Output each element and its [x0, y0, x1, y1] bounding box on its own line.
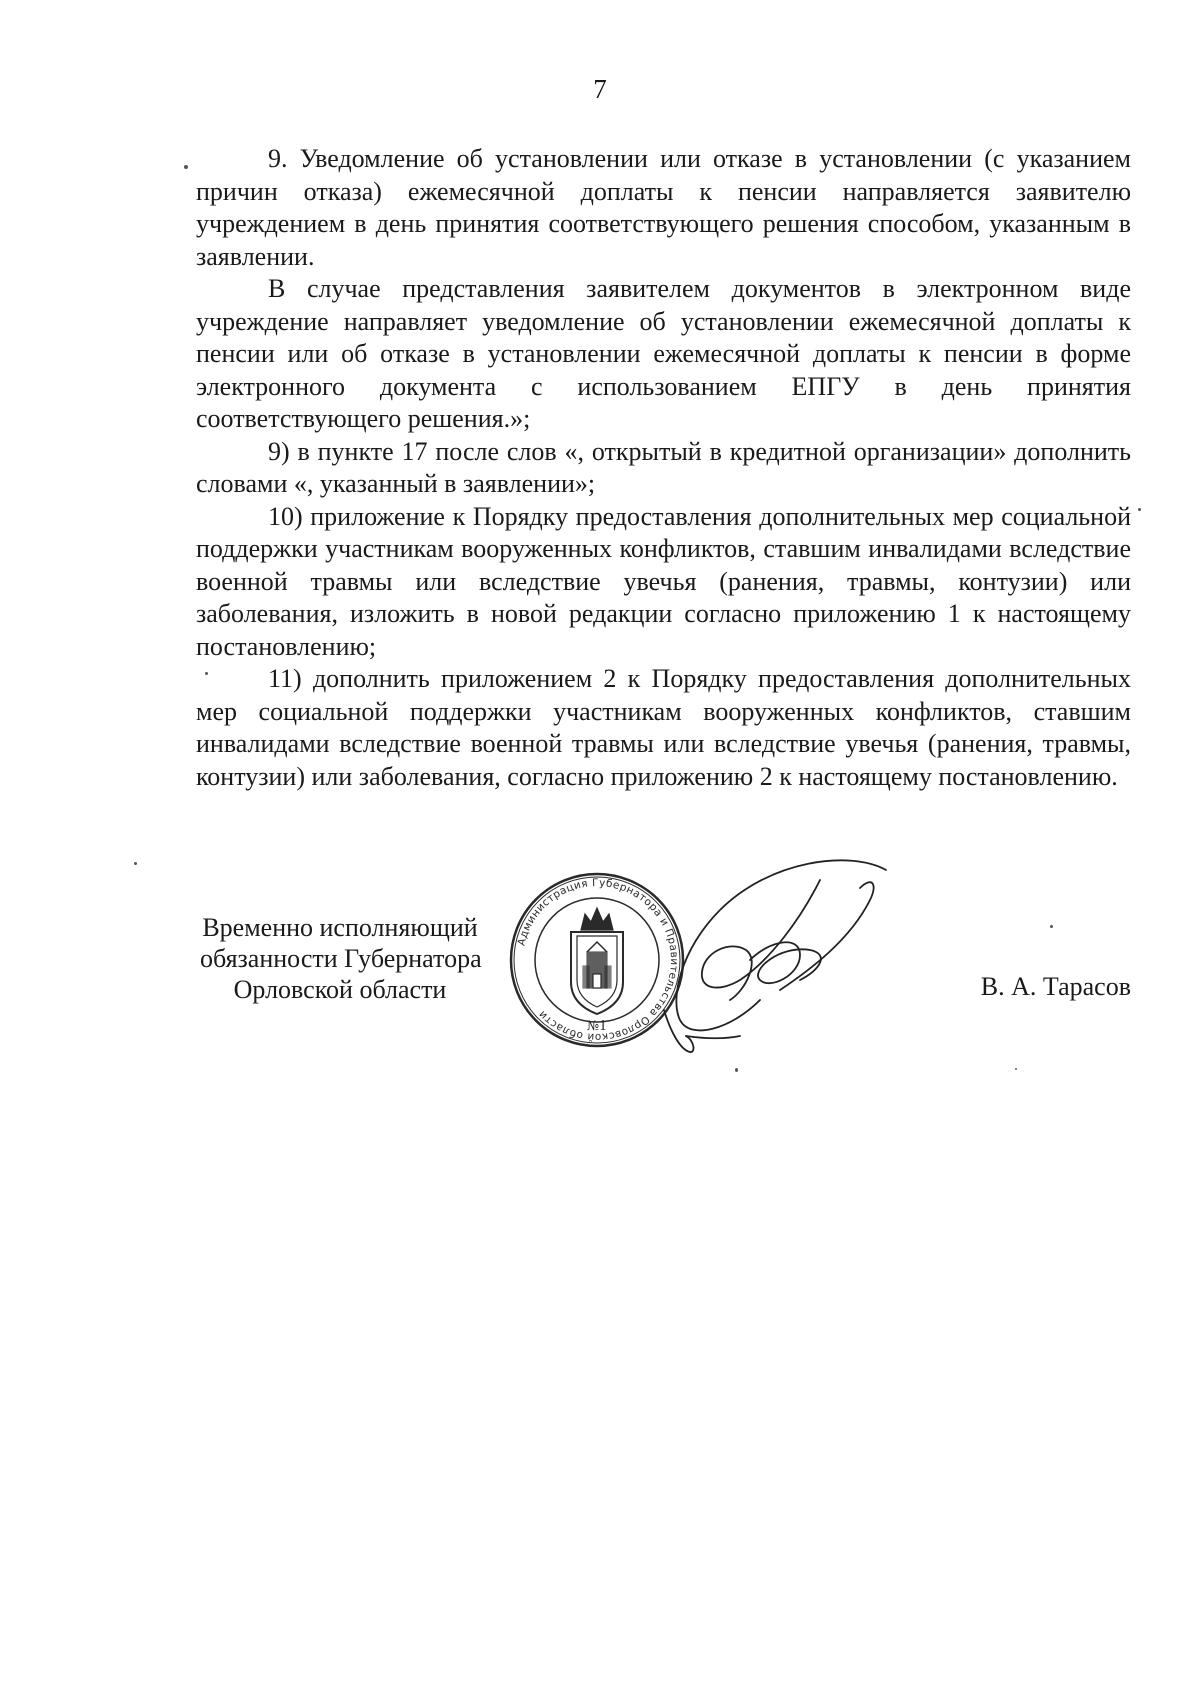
signer-position-line: Орловской области: [233, 975, 447, 1004]
scan-speck: [1050, 925, 1053, 928]
handwritten-signature: [650, 840, 900, 1070]
scan-speck: [134, 862, 137, 865]
signer-name: В. А. Тарасов: [980, 972, 1131, 1001]
seal-number: №1: [586, 1019, 608, 1034]
signer-position-line: обязанности Губернатора: [200, 944, 482, 973]
paragraph-item-11: 11) дополнить приложением 2 к Порядку предоставления дополнительных мер социальной поддержки участникам вооруженных конфликтов, ставшим инвалидами вследствие военной травмы или вследствие увечья (ранения, травмы, контузии) или заболевания, согласно приложению 2 к настоящему постановлению.: [196, 664, 1131, 791]
scan-speck: [735, 1068, 738, 1072]
signer-position-line: Временно исполняющий: [202, 913, 478, 942]
scan-speck: [1015, 1068, 1017, 1070]
scan-speck: [184, 165, 188, 169]
paragraph-notification: 9. Уведомление об установлении или отказе в установлении (с указанием причин отказа) ежемесячной доплаты к пенсии направляется заявителю учреждением в день принятия соответствующего решения способом, указанным в заявлении.: [196, 144, 1131, 271]
scan-speck: [205, 672, 208, 675]
paragraph-item-10: 10) приложение к Порядку предоставления дополнительных мер социальной поддержки участникам вооруженных конфликтов, ставшим инвалидами вследствие военной травмы или вследствие увечья (ранения, травмы, контузии) или заболевания, изложить в новой редакции согласно приложению 1 к настоящему постановлению;: [196, 501, 1131, 661]
seal-ring-text: Администрация Губернатора и Правительства Орловской области: [515, 876, 681, 1044]
page-number: 7: [593, 74, 607, 104]
coat-of-arms-icon: [571, 908, 623, 1014]
scan-speck: [1138, 508, 1141, 511]
document-body: [196, 143, 1131, 793]
paragraph-item-9: 9) в пункте 17 после слов «, открытый в кредитной организации» дополнить словами «, указанный в заявлении»;: [196, 436, 1131, 498]
paragraph-electronic-documents: В случае представления заявителем документов в электронном виде учреждение направляет уведомление об установлении ежемесячной доплаты к пенсии или об отказе в установлении ежемесячной доплаты к пенсии в форме электронного документа с использованием ЕПГУ в день принятия соответствующего решения.»;: [196, 274, 1131, 433]
signer-position: [200, 912, 480, 1005]
